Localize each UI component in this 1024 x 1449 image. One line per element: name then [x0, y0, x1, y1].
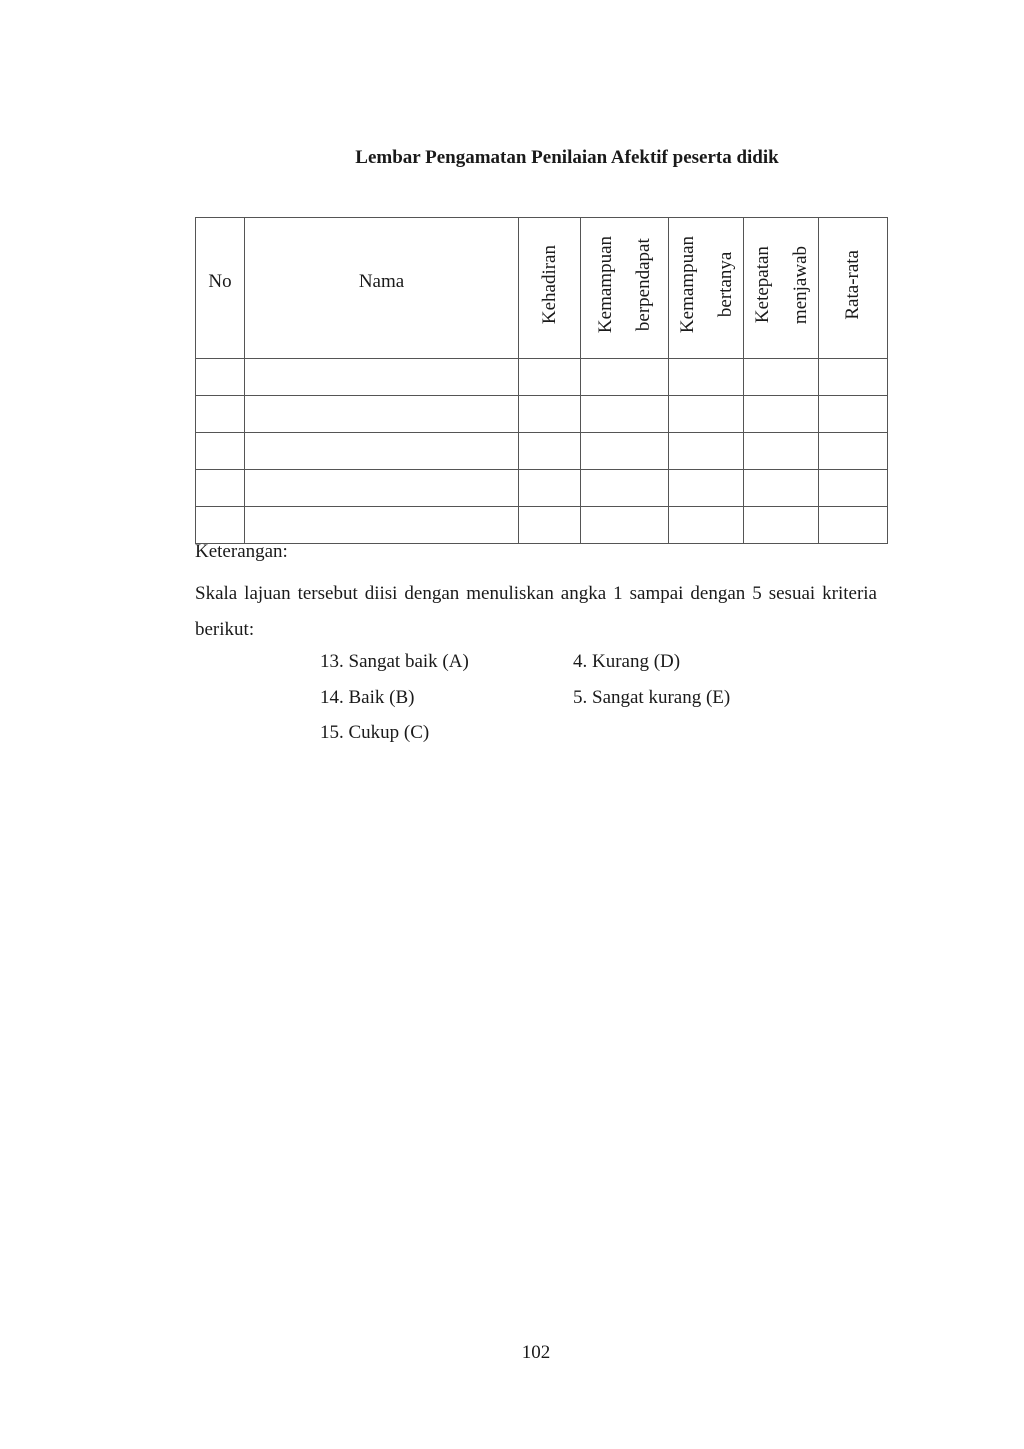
cell-no[interactable]: [196, 433, 245, 470]
observation-table: [195, 217, 888, 544]
table-header-row: [196, 218, 888, 359]
cell-kemampuan-bertanya[interactable]: [669, 433, 744, 470]
cell-kehadiran[interactable]: [519, 359, 581, 396]
cell-no[interactable]: [196, 396, 245, 433]
table-row: [196, 433, 888, 470]
cell-kemampuan-berpendapat[interactable]: [581, 396, 669, 433]
table-row: [196, 470, 888, 507]
header-kemampuan-bertanya: Kemampuan bertanya: [669, 218, 744, 359]
cell-kemampuan-bertanya[interactable]: [669, 396, 744, 433]
cell-no[interactable]: [196, 359, 245, 396]
cell-rata-rata[interactable]: [819, 359, 888, 396]
cell-rata-rata[interactable]: [819, 396, 888, 433]
cell-ketepatan-menjawab[interactable]: [744, 396, 819, 433]
cell-kemampuan-bertanya[interactable]: [669, 507, 744, 544]
cell-kemampuan-bertanya[interactable]: [669, 359, 744, 396]
cell-kehadiran[interactable]: [519, 470, 581, 507]
criteria-item: 5. Sangat kurang (E): [573, 686, 731, 708]
cell-no[interactable]: [196, 507, 245, 544]
criteria-item: 13. Sangat baik (A): [320, 651, 469, 672]
cell-kemampuan-berpendapat[interactable]: [581, 507, 669, 544]
header-rata-rata: Rata-rata: [819, 218, 888, 359]
page-number: 102: [521, 1342, 551, 1363]
cell-ketepatan-menjawab[interactable]: [744, 433, 819, 470]
criteria-list-left: [320, 644, 469, 751]
header-nama: Nama: [245, 218, 519, 359]
cell-nama[interactable]: [245, 396, 519, 433]
cell-nama[interactable]: [245, 359, 519, 396]
header-kehadiran: Kehadiran: [519, 218, 581, 359]
criteria-item: 15. Cukup (C): [320, 722, 430, 743]
criteria-item: 4. Kurang (D): [573, 651, 681, 672]
cell-nama[interactable]: [245, 470, 519, 507]
cell-nama[interactable]: [245, 507, 519, 544]
cell-kehadiran[interactable]: [519, 507, 581, 544]
cell-kemampuan-bertanya[interactable]: [669, 470, 744, 507]
cell-kemampuan-berpendapat[interactable]: [581, 470, 669, 507]
header-kemampuan-berpendapat: Kemampuan berpendapat: [581, 218, 669, 359]
cell-kemampuan-berpendapat[interactable]: [581, 433, 669, 470]
cell-nama[interactable]: [245, 433, 519, 470]
cell-kemampuan-berpendapat[interactable]: [581, 359, 669, 396]
notes-text: Skala lajuan tersebut diisi dengan menuliskan angka 1 sampai dengan 5 sesuai kriteria berikut:: [195, 583, 877, 640]
cell-no[interactable]: [196, 470, 245, 507]
table-row: [196, 396, 888, 433]
cell-ketepatan-menjawab[interactable]: [744, 507, 819, 544]
cell-ketepatan-menjawab[interactable]: [744, 470, 819, 507]
table-row: [196, 507, 888, 544]
cell-rata-rata[interactable]: [819, 507, 888, 544]
header-ketepatan-menjawab: Ketepatan menjawab: [744, 218, 819, 359]
header-no: No: [196, 218, 245, 359]
cell-rata-rata[interactable]: [819, 470, 888, 507]
criteria-item: 14. Baik (B): [320, 686, 415, 708]
cell-ketepatan-menjawab[interactable]: [744, 359, 819, 396]
criteria-list-right: [573, 644, 730, 715]
cell-kehadiran[interactable]: [519, 433, 581, 470]
cell-rata-rata[interactable]: [819, 433, 888, 470]
table-row: [196, 359, 888, 396]
document-title: Lembar Pengamatan Penilaian Afektif peserta didik: [355, 147, 779, 168]
cell-kehadiran[interactable]: [519, 396, 581, 433]
notes-label: Keterangan:: [195, 541, 288, 562]
